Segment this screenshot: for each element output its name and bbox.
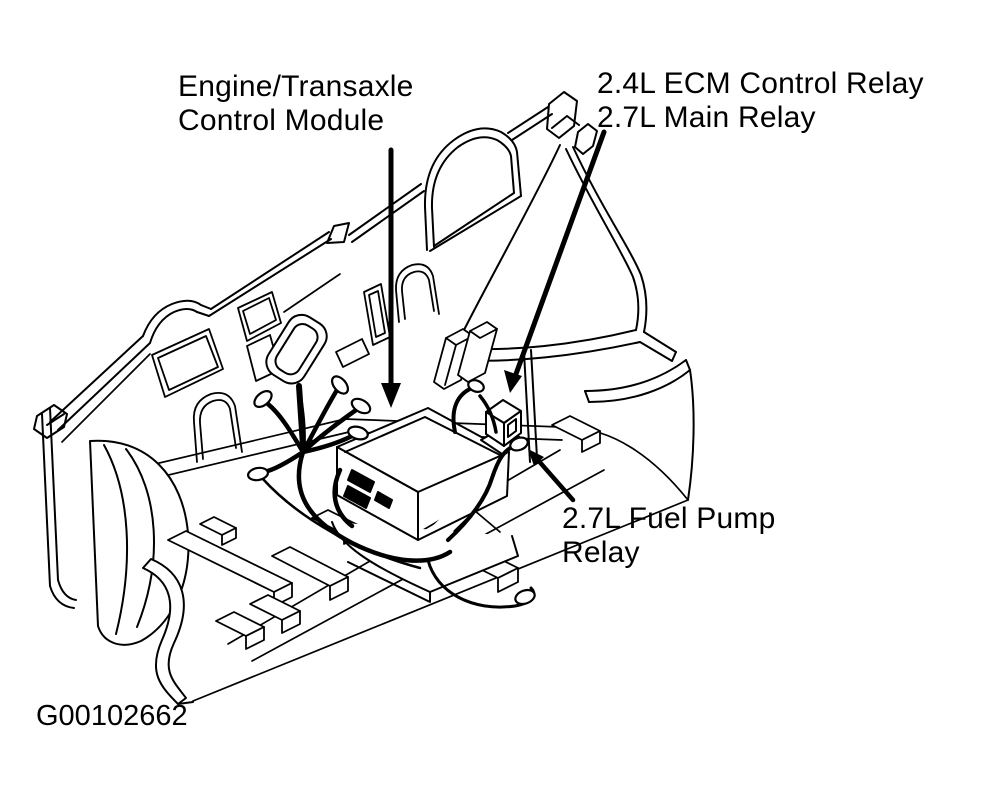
wheel-arch [42, 408, 193, 704]
callout-line: 2.4L ECM Control Relay [597, 67, 924, 100]
callout-engine-transaxle-control-module [178, 70, 414, 138]
callout-line: Control Module [178, 104, 385, 137]
callout-ecm-control-and-main-relay [597, 67, 924, 135]
callout-line: 2.7L Fuel Pump [562, 502, 776, 535]
figure-id: G00102662 [36, 700, 188, 732]
callout-line: 2.7L Main Relay [597, 101, 816, 134]
leader-arrow-to-fuel-pump-relay [528, 449, 573, 500]
grommet-paddle [261, 309, 333, 446]
callout-line: Relay [562, 536, 640, 569]
cowl-top-beam [34, 184, 424, 438]
callout-line: Engine/Transaxle [178, 70, 414, 103]
callout-fuel-pump-relay [562, 502, 775, 570]
